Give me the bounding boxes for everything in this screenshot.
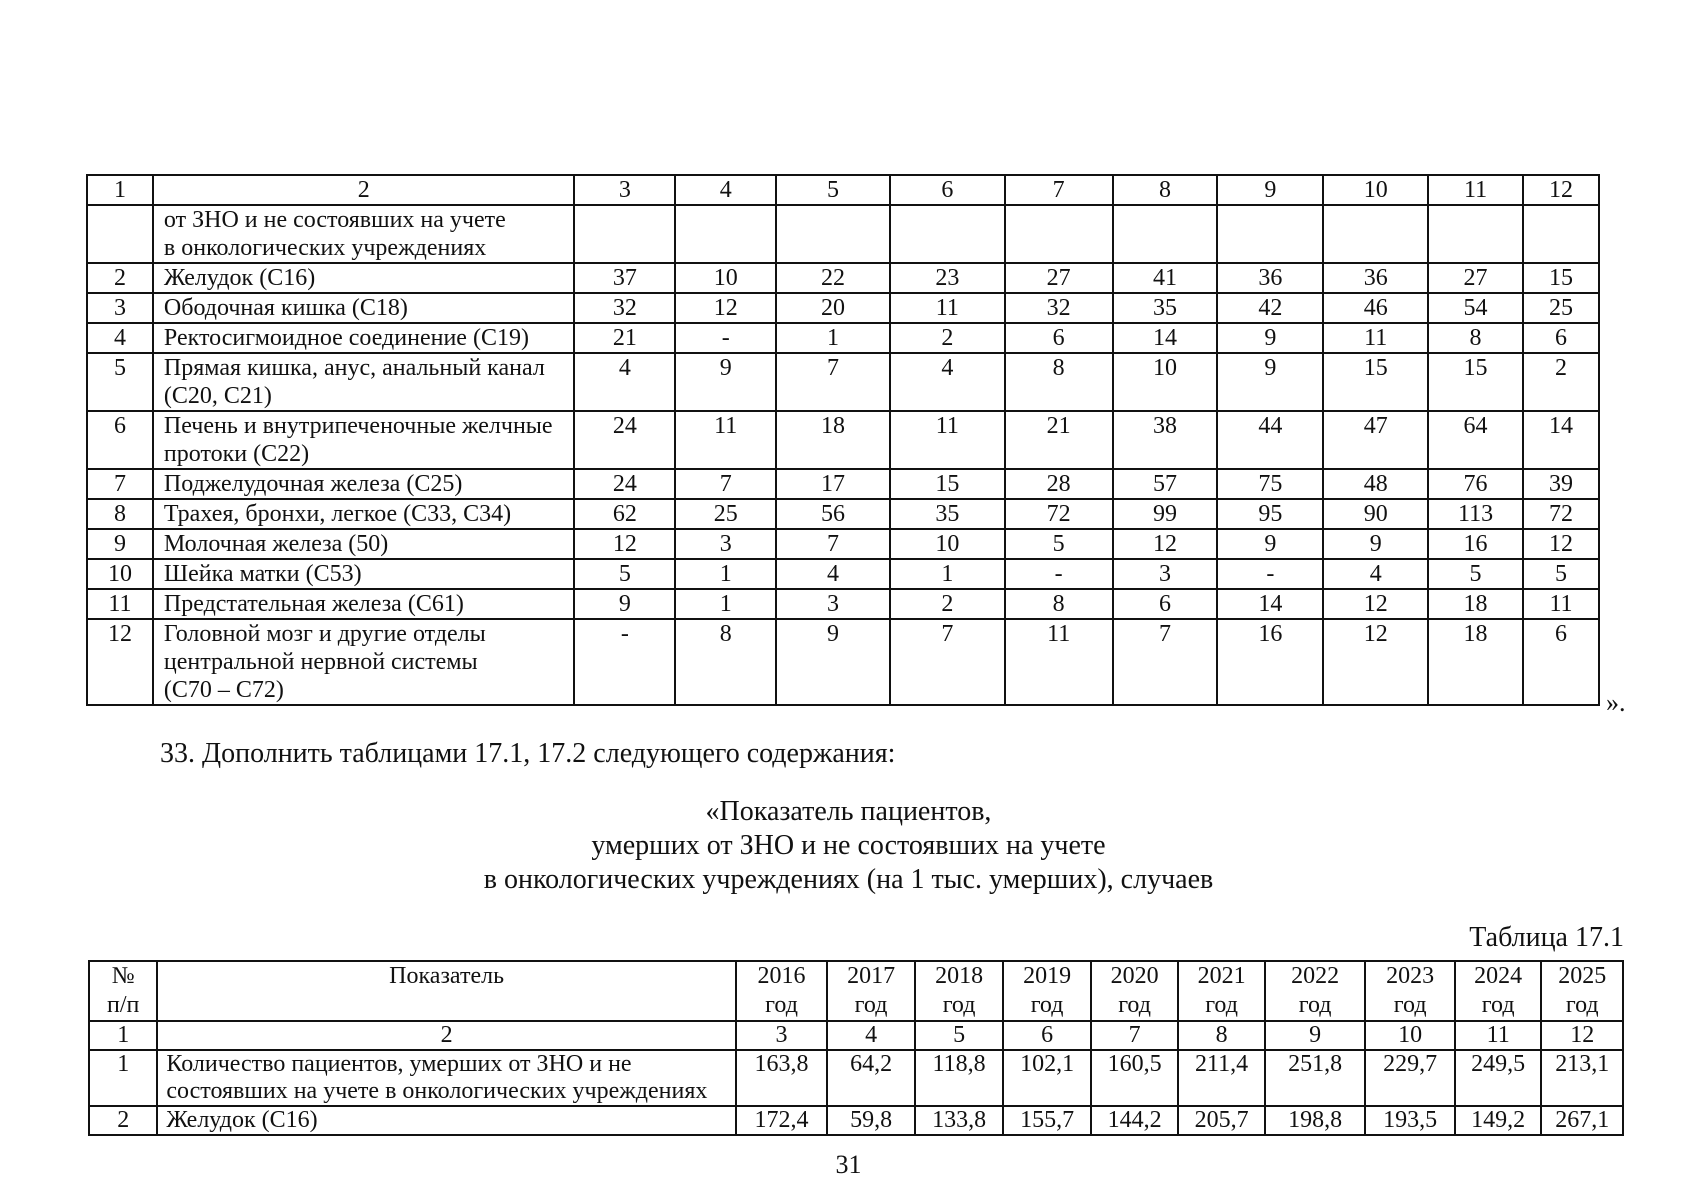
value-cell: 28 bbox=[1005, 469, 1113, 499]
value-cell: 62 bbox=[574, 499, 675, 529]
value-cell: 229,7 bbox=[1365, 1050, 1455, 1106]
value-cell: 8 bbox=[1005, 353, 1113, 411]
value-cell: 6 bbox=[1523, 323, 1599, 353]
localization-name: Прямая кишка, анус, анальный канал (С20, С21) bbox=[153, 353, 575, 411]
value-cell: 5 bbox=[1428, 559, 1523, 589]
column-number: 2 bbox=[153, 175, 575, 205]
value-cell: 15 bbox=[1323, 353, 1428, 411]
row-number: 4 bbox=[87, 323, 153, 353]
table-title-line-3: в онкологических учреждениях (на 1 тыс. умерших), случаев bbox=[483, 864, 1214, 895]
table-row bbox=[87, 589, 1599, 619]
table-caption: Таблица 17.1 bbox=[1469, 922, 1624, 953]
value-cell: 35 bbox=[890, 499, 1005, 529]
localization-name: Головной мозг и другие отделы центральной нервной системы (С70 – С72) bbox=[153, 619, 575, 705]
value-cell: 11 bbox=[1523, 589, 1599, 619]
value-cell: 3 bbox=[776, 589, 890, 619]
header-year: 2017 год bbox=[827, 961, 915, 1021]
table-title-line-1: «Показатель пациентов, bbox=[705, 796, 992, 827]
empty-cell bbox=[675, 205, 776, 263]
value-cell: 23 bbox=[890, 263, 1005, 293]
value-cell: 3 bbox=[1113, 559, 1218, 589]
column-number-row bbox=[89, 1021, 1623, 1050]
value-cell: - bbox=[675, 323, 776, 353]
value-cell: 118,8 bbox=[915, 1050, 1004, 1106]
value-cell: 38 bbox=[1113, 411, 1218, 469]
column-number: 10 bbox=[1323, 175, 1428, 205]
value-cell: 17 bbox=[776, 469, 890, 499]
empty-cell bbox=[776, 205, 890, 263]
value-cell: 4 bbox=[890, 353, 1005, 411]
value-cell: 160,5 bbox=[1091, 1050, 1179, 1106]
value-cell: 211,4 bbox=[1178, 1050, 1265, 1106]
table-row bbox=[87, 353, 1599, 411]
header-year: 2019 год bbox=[1003, 961, 1091, 1021]
value-cell: 249,5 bbox=[1455, 1050, 1542, 1106]
value-cell: 95 bbox=[1217, 499, 1323, 529]
value-cell: 6 bbox=[1523, 619, 1599, 705]
value-cell: 11 bbox=[1323, 323, 1428, 353]
row-number: 8 bbox=[87, 499, 153, 529]
value-cell: 2 bbox=[1523, 353, 1599, 411]
value-cell: - bbox=[574, 619, 675, 705]
value-cell: 18 bbox=[1428, 619, 1523, 705]
value-cell: 22 bbox=[776, 263, 890, 293]
value-cell: 12 bbox=[1323, 589, 1428, 619]
column-number: 4 bbox=[675, 175, 776, 205]
value-cell: 11 bbox=[890, 293, 1005, 323]
value-cell: 12 bbox=[1523, 529, 1599, 559]
value-cell: 6 bbox=[1005, 323, 1113, 353]
value-cell: 47 bbox=[1323, 411, 1428, 469]
value-cell: 267,1 bbox=[1541, 1106, 1623, 1135]
column-number: 8 bbox=[1113, 175, 1218, 205]
value-cell: 64,2 bbox=[827, 1050, 915, 1106]
header-year: 2025 год bbox=[1541, 961, 1623, 1021]
value-cell: 32 bbox=[574, 293, 675, 323]
value-cell: 7 bbox=[675, 469, 776, 499]
header-number: № п/п bbox=[89, 961, 157, 1021]
localization-name: Трахея, бронхи, легкое (С33, С34) bbox=[153, 499, 575, 529]
value-cell: 44 bbox=[1217, 411, 1323, 469]
value-cell: 4 bbox=[776, 559, 890, 589]
column-number: 9 bbox=[1217, 175, 1323, 205]
value-cell: 76 bbox=[1428, 469, 1523, 499]
localization-name: Предстательная железа (С61) bbox=[153, 589, 575, 619]
value-cell: 8 bbox=[675, 619, 776, 705]
row-number: 2 bbox=[87, 263, 153, 293]
empty-cell bbox=[574, 205, 675, 263]
value-cell: 163,8 bbox=[736, 1050, 828, 1106]
value-cell: 172,4 bbox=[736, 1106, 828, 1135]
value-cell: 10 bbox=[1113, 353, 1218, 411]
table-row bbox=[89, 1050, 1623, 1106]
value-cell: 11 bbox=[675, 411, 776, 469]
value-cell: 25 bbox=[1523, 293, 1599, 323]
value-cell: 9 bbox=[675, 353, 776, 411]
value-cell: 36 bbox=[1323, 263, 1428, 293]
header-year: 2022 год bbox=[1265, 961, 1366, 1021]
value-cell: 27 bbox=[1005, 263, 1113, 293]
value-cell: - bbox=[1005, 559, 1113, 589]
value-cell: 7 bbox=[1113, 619, 1218, 705]
header-year: 2018 год bbox=[915, 961, 1004, 1021]
empty-cell bbox=[890, 205, 1005, 263]
value-cell: 9 bbox=[776, 619, 890, 705]
value-cell: 5 bbox=[1523, 559, 1599, 589]
header-year: 2023 год bbox=[1365, 961, 1455, 1021]
paragraph-33: 33. Дополнить таблицами 17.1, 17.2 следующего содержания: bbox=[160, 738, 896, 769]
value-cell: 99 bbox=[1113, 499, 1218, 529]
value-cell: 75 bbox=[1217, 469, 1323, 499]
row-number: 5 bbox=[87, 353, 153, 411]
value-cell: 155,7 bbox=[1003, 1106, 1091, 1135]
table-row bbox=[87, 263, 1599, 293]
value-cell: 7 bbox=[776, 529, 890, 559]
column-number: 1 bbox=[87, 175, 153, 205]
indicator-name: Количество пациентов, умерших от ЗНО и не состоявших на учете в онкологических учреждениях bbox=[157, 1050, 735, 1106]
row-number: 11 bbox=[87, 589, 153, 619]
value-cell: 21 bbox=[1005, 411, 1113, 469]
empty-cell bbox=[87, 205, 153, 263]
table-17-1 bbox=[88, 960, 1624, 1136]
header-year: 2016 год bbox=[736, 961, 828, 1021]
value-cell: 9 bbox=[1323, 529, 1428, 559]
value-cell: 1 bbox=[675, 589, 776, 619]
empty-cell bbox=[1113, 205, 1218, 263]
value-cell: 46 bbox=[1323, 293, 1428, 323]
value-cell: 72 bbox=[1523, 499, 1599, 529]
row-number: 3 bbox=[87, 293, 153, 323]
value-cell: 57 bbox=[1113, 469, 1218, 499]
row-number: 7 bbox=[87, 469, 153, 499]
value-cell: 12 bbox=[574, 529, 675, 559]
column-number: 11 bbox=[1428, 175, 1523, 205]
table-row bbox=[87, 469, 1599, 499]
empty-cell bbox=[1217, 205, 1323, 263]
value-cell: 48 bbox=[1323, 469, 1428, 499]
value-cell: 35 bbox=[1113, 293, 1218, 323]
value-cell: 14 bbox=[1113, 323, 1218, 353]
localization-name: Поджелудочная железа (С25) bbox=[153, 469, 575, 499]
value-cell: 4 bbox=[574, 353, 675, 411]
empty-cell bbox=[1323, 205, 1428, 263]
table-row bbox=[87, 499, 1599, 529]
column-number: 6 bbox=[1003, 1021, 1091, 1050]
value-cell: 10 bbox=[675, 263, 776, 293]
table-row bbox=[87, 529, 1599, 559]
value-cell: 24 bbox=[574, 411, 675, 469]
value-cell: 149,2 bbox=[1455, 1106, 1542, 1135]
empty-cell bbox=[1428, 205, 1523, 263]
value-cell: 8 bbox=[1428, 323, 1523, 353]
value-cell: 12 bbox=[675, 293, 776, 323]
column-number: 1 bbox=[89, 1021, 157, 1050]
value-cell: - bbox=[1217, 559, 1323, 589]
header-year: 2020 год bbox=[1091, 961, 1179, 1021]
value-cell: 205,7 bbox=[1178, 1106, 1265, 1135]
value-cell: 113 bbox=[1428, 499, 1523, 529]
indicator-name: Желудок (С16) bbox=[157, 1106, 735, 1135]
column-number: 5 bbox=[776, 175, 890, 205]
value-cell: 24 bbox=[574, 469, 675, 499]
row-number: 6 bbox=[87, 411, 153, 469]
value-cell: 32 bbox=[1005, 293, 1113, 323]
column-number: 2 bbox=[157, 1021, 735, 1050]
value-cell: 20 bbox=[776, 293, 890, 323]
column-number: 4 bbox=[827, 1021, 915, 1050]
table-row bbox=[87, 293, 1599, 323]
value-cell: 9 bbox=[1217, 323, 1323, 353]
empty-cell bbox=[1005, 205, 1113, 263]
row-number: 1 bbox=[89, 1050, 157, 1106]
localization-name: Молочная железа (50) bbox=[153, 529, 575, 559]
table-row bbox=[87, 411, 1599, 469]
row-number: 2 bbox=[89, 1106, 157, 1135]
value-cell: 2 bbox=[890, 589, 1005, 619]
header-year: 2024 год bbox=[1455, 961, 1542, 1021]
localization-name: Шейка матки (С53) bbox=[153, 559, 575, 589]
closing-quote: ». bbox=[1606, 688, 1626, 717]
table-17-continued bbox=[86, 174, 1600, 706]
value-cell: 18 bbox=[1428, 589, 1523, 619]
column-number: 3 bbox=[736, 1021, 828, 1050]
value-cell: 16 bbox=[1428, 529, 1523, 559]
header-row bbox=[89, 961, 1623, 1021]
value-cell: 15 bbox=[1428, 353, 1523, 411]
value-cell: 59,8 bbox=[827, 1106, 915, 1135]
localization-name: Ректосигмоидное соединение (С19) bbox=[153, 323, 575, 353]
value-cell: 64 bbox=[1428, 411, 1523, 469]
column-number: 9 bbox=[1265, 1021, 1366, 1050]
value-cell: 6 bbox=[1113, 589, 1218, 619]
column-number: 12 bbox=[1523, 175, 1599, 205]
value-cell: 14 bbox=[1523, 411, 1599, 469]
value-cell: 193,5 bbox=[1365, 1106, 1455, 1135]
value-cell: 15 bbox=[1523, 263, 1599, 293]
value-cell: 10 bbox=[890, 529, 1005, 559]
value-cell: 7 bbox=[776, 353, 890, 411]
value-cell: 5 bbox=[1005, 529, 1113, 559]
value-cell: 12 bbox=[1323, 619, 1428, 705]
value-cell: 41 bbox=[1113, 263, 1218, 293]
value-cell: 251,8 bbox=[1265, 1050, 1366, 1106]
value-cell: 42 bbox=[1217, 293, 1323, 323]
continuation-text: от ЗНО и не состоявших на учете в онкологических учреждениях bbox=[153, 205, 575, 263]
value-cell: 9 bbox=[1217, 529, 1323, 559]
row-number: 9 bbox=[87, 529, 153, 559]
value-cell: 18 bbox=[776, 411, 890, 469]
column-number: 3 bbox=[574, 175, 675, 205]
value-cell: 198,8 bbox=[1265, 1106, 1366, 1135]
table-row bbox=[87, 323, 1599, 353]
localization-name: Печень и внутрипеченочные желчные протоки (С22) bbox=[153, 411, 575, 469]
value-cell: 72 bbox=[1005, 499, 1113, 529]
value-cell: 14 bbox=[1217, 589, 1323, 619]
value-cell: 9 bbox=[1217, 353, 1323, 411]
value-cell: 213,1 bbox=[1541, 1050, 1623, 1106]
value-cell: 2 bbox=[890, 323, 1005, 353]
table-row bbox=[87, 559, 1599, 589]
column-number: 6 bbox=[890, 175, 1005, 205]
value-cell: 15 bbox=[890, 469, 1005, 499]
value-cell: 21 bbox=[574, 323, 675, 353]
value-cell: 25 bbox=[675, 499, 776, 529]
value-cell: 1 bbox=[890, 559, 1005, 589]
value-cell: 37 bbox=[574, 263, 675, 293]
header-indicator: Показатель bbox=[157, 961, 735, 1021]
header-year: 2021 год bbox=[1178, 961, 1265, 1021]
table-row bbox=[87, 619, 1599, 705]
value-cell: 7 bbox=[890, 619, 1005, 705]
column-number: 7 bbox=[1005, 175, 1113, 205]
value-cell: 144,2 bbox=[1091, 1106, 1179, 1135]
value-cell: 102,1 bbox=[1003, 1050, 1091, 1106]
row-number: 10 bbox=[87, 559, 153, 589]
column-number: 8 bbox=[1178, 1021, 1265, 1050]
table-title-line-2: умерших от ЗНО и не состоявших на учете bbox=[591, 830, 1106, 861]
value-cell: 11 bbox=[890, 411, 1005, 469]
value-cell: 4 bbox=[1323, 559, 1428, 589]
continuation-row bbox=[87, 205, 1599, 263]
value-cell: 27 bbox=[1428, 263, 1523, 293]
value-cell: 3 bbox=[675, 529, 776, 559]
value-cell: 5 bbox=[574, 559, 675, 589]
value-cell: 39 bbox=[1523, 469, 1599, 499]
page-number: 31 bbox=[835, 1150, 862, 1179]
value-cell: 90 bbox=[1323, 499, 1428, 529]
value-cell: 12 bbox=[1113, 529, 1218, 559]
value-cell: 16 bbox=[1217, 619, 1323, 705]
column-number-row bbox=[87, 175, 1599, 205]
value-cell: 133,8 bbox=[915, 1106, 1004, 1135]
column-number: 7 bbox=[1091, 1021, 1179, 1050]
column-number: 11 bbox=[1455, 1021, 1542, 1050]
row-number: 12 bbox=[87, 619, 153, 705]
value-cell: 11 bbox=[1005, 619, 1113, 705]
value-cell: 1 bbox=[675, 559, 776, 589]
value-cell: 56 bbox=[776, 499, 890, 529]
localization-name: Желудок (С16) bbox=[153, 263, 575, 293]
value-cell: 9 bbox=[574, 589, 675, 619]
empty-cell bbox=[1523, 205, 1599, 263]
value-cell: 8 bbox=[1005, 589, 1113, 619]
column-number: 12 bbox=[1541, 1021, 1623, 1050]
value-cell: 36 bbox=[1217, 263, 1323, 293]
column-number: 5 bbox=[915, 1021, 1004, 1050]
table-row bbox=[89, 1106, 1623, 1135]
value-cell: 54 bbox=[1428, 293, 1523, 323]
column-number: 10 bbox=[1365, 1021, 1455, 1050]
localization-name: Ободочная кишка (С18) bbox=[153, 293, 575, 323]
value-cell: 1 bbox=[776, 323, 890, 353]
